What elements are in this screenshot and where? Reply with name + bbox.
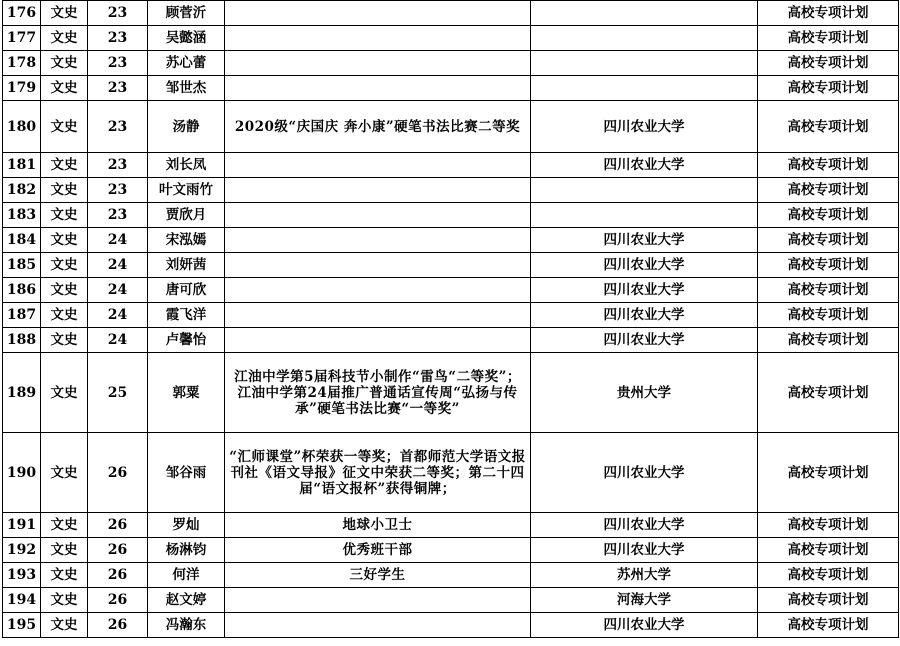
score-cell: 23 — [88, 101, 148, 153]
plan-cell: 高校专项计划 — [758, 153, 899, 178]
score-cell: 25 — [88, 353, 148, 433]
subject-cell: 文史 — [41, 228, 88, 253]
award-cell: 优秀班干部 — [225, 538, 531, 563]
row-number: 189 — [3, 353, 41, 433]
student-name: 宋泓嫣 — [148, 228, 225, 253]
student-name: 贾欣月 — [148, 203, 225, 228]
award-cell: 地球小卫士 — [225, 513, 531, 538]
score-cell: 26 — [88, 613, 148, 638]
table-row — [3, 76, 899, 101]
score-cell: 23 — [88, 1, 148, 26]
university-cell: 四川农业大学 — [531, 228, 758, 253]
score-cell: 23 — [88, 178, 148, 203]
subject-cell: 文史 — [41, 26, 88, 51]
student-name: 叶文雨竹 — [148, 178, 225, 203]
university-cell: 四川农业大学 — [531, 328, 758, 353]
student-name: 卢馨怡 — [148, 328, 225, 353]
table-row — [3, 513, 899, 538]
plan-cell: 高校专项计划 — [758, 278, 899, 303]
university-cell: 四川农业大学 — [531, 101, 758, 153]
table-row — [3, 563, 899, 588]
score-cell: 26 — [88, 433, 148, 513]
student-name: 冯瀚东 — [148, 613, 225, 638]
subject-cell: 文史 — [41, 538, 88, 563]
university-cell: 四川农业大学 — [531, 538, 758, 563]
score-cell: 23 — [88, 76, 148, 101]
row-number: 191 — [3, 513, 41, 538]
table-row — [3, 153, 899, 178]
plan-cell: 高校专项计划 — [758, 613, 899, 638]
subject-cell: 文史 — [41, 278, 88, 303]
table-row — [3, 588, 899, 613]
table-row — [3, 353, 899, 433]
student-name: 邹谷雨 — [148, 433, 225, 513]
plan-cell: 高校专项计划 — [758, 563, 899, 588]
row-number: 176 — [3, 1, 41, 26]
score-cell: 24 — [88, 253, 148, 278]
award-cell — [225, 51, 531, 76]
subject-cell: 文史 — [41, 588, 88, 613]
score-cell: 23 — [88, 203, 148, 228]
plan-cell: 高校专项计划 — [758, 303, 899, 328]
table-row — [3, 228, 899, 253]
plan-cell: 高校专项计划 — [758, 26, 899, 51]
subject-cell: 文史 — [41, 303, 88, 328]
score-cell: 24 — [88, 228, 148, 253]
row-number: 186 — [3, 278, 41, 303]
table-row — [3, 613, 899, 638]
university-cell — [531, 1, 758, 26]
plan-cell: 高校专项计划 — [758, 538, 899, 563]
university-cell: 河海大学 — [531, 588, 758, 613]
university-cell: 苏州大学 — [531, 563, 758, 588]
student-name: 赵文婷 — [148, 588, 225, 613]
student-name: 顾菅沂 — [148, 1, 225, 26]
row-number: 188 — [3, 328, 41, 353]
subject-cell: 文史 — [41, 153, 88, 178]
award-cell: 江油中学第5届科技节小制作“雷鸟“二等奖”；江油中学第24届推广普通话宣传周“弘扬与传承”硬笔书法比赛“一等奖” — [225, 353, 531, 433]
score-cell: 26 — [88, 513, 148, 538]
university-cell — [531, 51, 758, 76]
student-name: 汤静 — [148, 101, 225, 153]
award-cell — [225, 26, 531, 51]
table-row — [3, 303, 899, 328]
university-cell: 四川农业大学 — [531, 253, 758, 278]
award-cell — [225, 76, 531, 101]
subject-cell: 文史 — [41, 328, 88, 353]
subject-cell: 文史 — [41, 433, 88, 513]
score-cell: 24 — [88, 328, 148, 353]
subject-cell: 文史 — [41, 613, 88, 638]
subject-cell: 文史 — [41, 513, 88, 538]
university-cell — [531, 76, 758, 101]
university-cell: 四川农业大学 — [531, 433, 758, 513]
student-name: 罗灿 — [148, 513, 225, 538]
plan-cell: 高校专项计划 — [758, 253, 899, 278]
university-cell: 四川农业大学 — [531, 303, 758, 328]
score-cell: 24 — [88, 303, 148, 328]
award-cell — [225, 178, 531, 203]
subject-cell: 文史 — [41, 76, 88, 101]
subject-cell: 文史 — [41, 1, 88, 26]
student-name: 杨淋钧 — [148, 538, 225, 563]
award-cell — [225, 588, 531, 613]
row-number: 183 — [3, 203, 41, 228]
table-row — [3, 433, 899, 513]
student-name: 邹世杰 — [148, 76, 225, 101]
award-cell — [225, 1, 531, 26]
table-row — [3, 1, 899, 26]
student-name: 吴懿涵 — [148, 26, 225, 51]
row-number: 194 — [3, 588, 41, 613]
subject-cell: 文史 — [41, 101, 88, 153]
student-name: 刘妍茜 — [148, 253, 225, 278]
award-cell: 三好学生 — [225, 563, 531, 588]
row-number: 182 — [3, 178, 41, 203]
plan-cell: 高校专项计划 — [758, 353, 899, 433]
score-cell: 23 — [88, 51, 148, 76]
student-name: 刘长凤 — [148, 153, 225, 178]
student-name: 霞飞洋 — [148, 303, 225, 328]
award-cell: “汇师课堂”杯荣获一等奖；首都师范大学语文报刊社《语文导报》征文中荣获二等奖；第二十四届“语文报杯”获得铜牌； — [225, 433, 531, 513]
score-cell: 24 — [88, 278, 148, 303]
plan-cell: 高校专项计划 — [758, 328, 899, 353]
score-cell: 23 — [88, 153, 148, 178]
table-row — [3, 51, 899, 76]
row-number: 179 — [3, 76, 41, 101]
row-number: 181 — [3, 153, 41, 178]
score-cell: 26 — [88, 563, 148, 588]
table-body — [3, 1, 899, 638]
row-number: 184 — [3, 228, 41, 253]
subject-cell: 文史 — [41, 203, 88, 228]
table-row — [3, 253, 899, 278]
plan-cell: 高校专项计划 — [758, 433, 899, 513]
score-cell: 26 — [88, 538, 148, 563]
table-row — [3, 203, 899, 228]
subject-cell: 文史 — [41, 178, 88, 203]
plan-cell: 高校专项计划 — [758, 228, 899, 253]
award-cell — [225, 278, 531, 303]
admission-table — [2, 0, 899, 638]
table-row — [3, 538, 899, 563]
university-cell: 四川农业大学 — [531, 613, 758, 638]
row-number: 180 — [3, 101, 41, 153]
plan-cell: 高校专项计划 — [758, 51, 899, 76]
plan-cell: 高校专项计划 — [758, 203, 899, 228]
subject-cell: 文史 — [41, 51, 88, 76]
student-name: 何洋 — [148, 563, 225, 588]
university-cell — [531, 178, 758, 203]
table-row — [3, 101, 899, 153]
score-cell: 23 — [88, 26, 148, 51]
row-number: 192 — [3, 538, 41, 563]
award-cell — [225, 253, 531, 278]
table-row — [3, 328, 899, 353]
subject-cell: 文史 — [41, 353, 88, 433]
award-cell: 2020级“庆国庆 奔小康”硬笔书法比赛二等奖 — [225, 101, 531, 153]
table-row — [3, 178, 899, 203]
plan-cell: 高校专项计划 — [758, 178, 899, 203]
student-name: 郭粟 — [148, 353, 225, 433]
student-name: 苏心蕾 — [148, 51, 225, 76]
plan-cell: 高校专项计划 — [758, 101, 899, 153]
table-row — [3, 278, 899, 303]
university-cell: 贵州大学 — [531, 353, 758, 433]
row-number: 187 — [3, 303, 41, 328]
plan-cell: 高校专项计划 — [758, 1, 899, 26]
award-cell — [225, 613, 531, 638]
row-number: 193 — [3, 563, 41, 588]
row-number: 190 — [3, 433, 41, 513]
plan-cell: 高校专项计划 — [758, 588, 899, 613]
award-cell — [225, 228, 531, 253]
row-number: 195 — [3, 613, 41, 638]
subject-cell: 文史 — [41, 563, 88, 588]
row-number: 185 — [3, 253, 41, 278]
award-cell — [225, 303, 531, 328]
university-cell: 四川农业大学 — [531, 513, 758, 538]
university-cell: 四川农业大学 — [531, 153, 758, 178]
row-number: 178 — [3, 51, 41, 76]
award-cell — [225, 328, 531, 353]
student-name: 唐可欣 — [148, 278, 225, 303]
table-row — [3, 26, 899, 51]
subject-cell: 文史 — [41, 253, 88, 278]
plan-cell: 高校专项计划 — [758, 513, 899, 538]
award-cell — [225, 153, 531, 178]
score-cell: 26 — [88, 588, 148, 613]
row-number: 177 — [3, 26, 41, 51]
plan-cell: 高校专项计划 — [758, 76, 899, 101]
university-cell — [531, 26, 758, 51]
university-cell — [531, 203, 758, 228]
university-cell: 四川农业大学 — [531, 278, 758, 303]
award-cell — [225, 203, 531, 228]
